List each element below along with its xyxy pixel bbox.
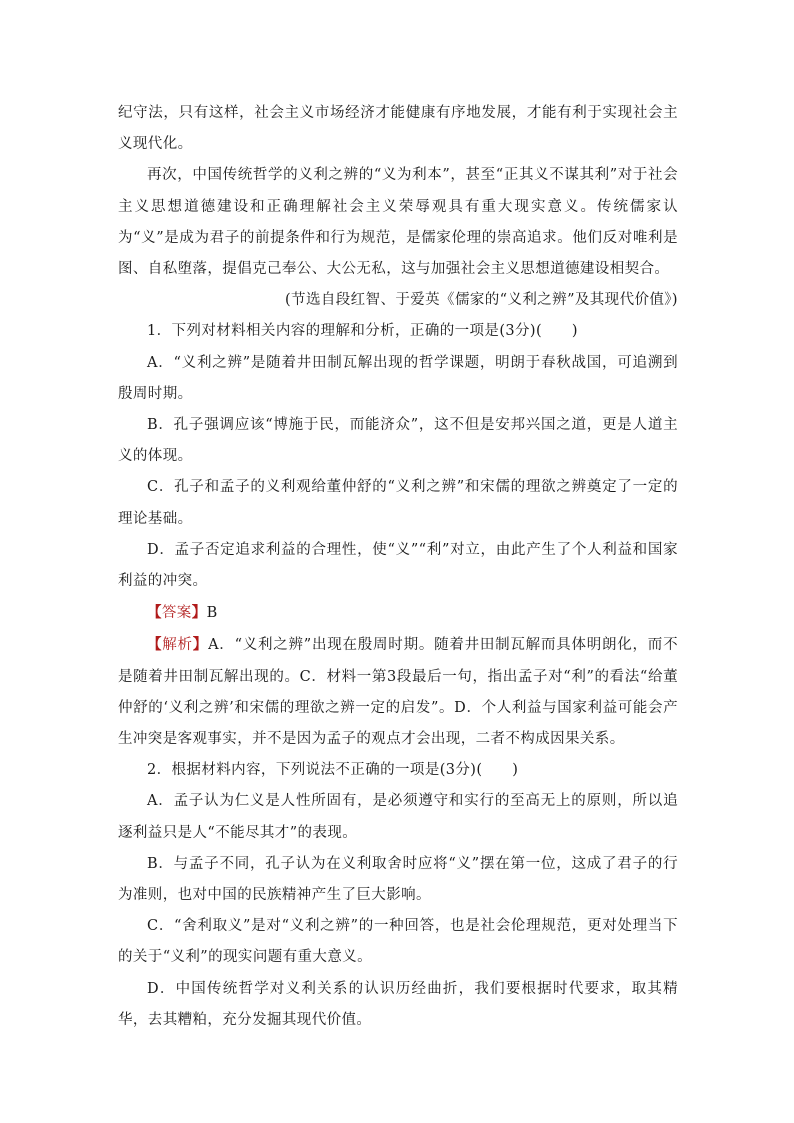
- paragraph-continuation: 纪守法，只有这样，社会主义市场经济才能健康有序地发展，才能有利于实现社会主义现代化。: [118, 105, 678, 153]
- answer-label: 答案: [161, 605, 192, 622]
- question-1-stem: 1．下列对材料相关内容的理解和分析，正确的一项是(3分)( ): [147, 323, 578, 340]
- document-page: [118, 98, 678, 1036]
- analysis-text: A．“义利之辨”出现在殷周时期。随着井田制瓦解而具体明朗化，而不是随着井田制瓦解出现的。C．材料一第3段最后一句，指出孟子对“利”的看法“给董仲舒的‘义利之辨’和宋儒的理欲之辨一定的启发”。D．个人利益与国家利益可能会产生冲突是客观事实，并不是因为孟子的观点才会出现，二者不构成因果关系。: [118, 637, 678, 748]
- question-2-option-a: A．孟子认为仁义是人性所固有，是必须遵守和实行的至高无上的原则，所以追逐利益只是人“不能尽其才”的表现。: [118, 793, 678, 841]
- question-2-stem: 2．根据材料内容，下列说法不正确的一项是(3分)( ): [147, 762, 519, 779]
- question-1-option-b: B．孔子强调应该“博施于民，而能济众”，这不但是安邦兴国之道，更是人道主义的体现。: [118, 417, 678, 465]
- answer-bracket-open: 【: [147, 604, 162, 622]
- analysis-bracket-close: 】: [192, 636, 209, 654]
- question-1-option-a: A．“义利之辨”是随着井田制瓦解出现的哲学课题，明朗于春秋战国，可追溯到殷周时期。: [118, 354, 678, 402]
- question-1-option-c: C．孔子和孟子的义利观给董仲舒的“义利之辨”和宋儒的理欲之辨奠定了一定的理论基础。: [118, 479, 678, 527]
- question-2-option-d: D．中国传统哲学对义利关系的认识历经曲折，我们要根据时代要求，取其精华，去其糟粕，充分发掘其现代价值。: [118, 980, 678, 1028]
- answer-bracket-close: 】: [191, 604, 207, 622]
- question-1-answer: [118, 597, 678, 629]
- question-1-option-d: D．孟子否定追求利益的合理性，使“义”“利”对立，由此产生了个人利益和国家利益的冲突。: [118, 541, 678, 590]
- analysis-bracket-open: 【: [147, 636, 163, 654]
- paragraph-moral-construction: 再次，中国传统哲学的义利之辨的“义为利本”，甚至“正其义不谋其利”对于社会主义思想道德建设和正确理解社会主义荣辱观具有重大现实意义。传统儒家认为“义”是成为君子的前提条件和行为规范，是儒家伦理的崇高追求。他们反对唯利是图、自私堕落，提倡克己奉公、大公无私，这与加强社会主义思想道德建设相契合。: [118, 167, 678, 278]
- question-1-analysis: [118, 629, 678, 755]
- question-2-option-c: C．“舍利取义”是对“义利之辨”的一种回答，也是社会伦理规范，更对处理当下的关于“义利”的现实问题有重大意义。: [118, 918, 678, 966]
- source-citation: (节选自段红智、于爱英《儒家的“义利之辨”及其现代价值》): [285, 292, 678, 309]
- answer-value: B: [206, 605, 218, 622]
- question-2-option-b: B．与孟子不同，孔子认为在义利取舍时应将“义”摆在第一位，这成了君子的行为准则，也对中国的民族精神产生了巨大影响。: [118, 855, 678, 904]
- analysis-label: 解析: [162, 637, 193, 654]
